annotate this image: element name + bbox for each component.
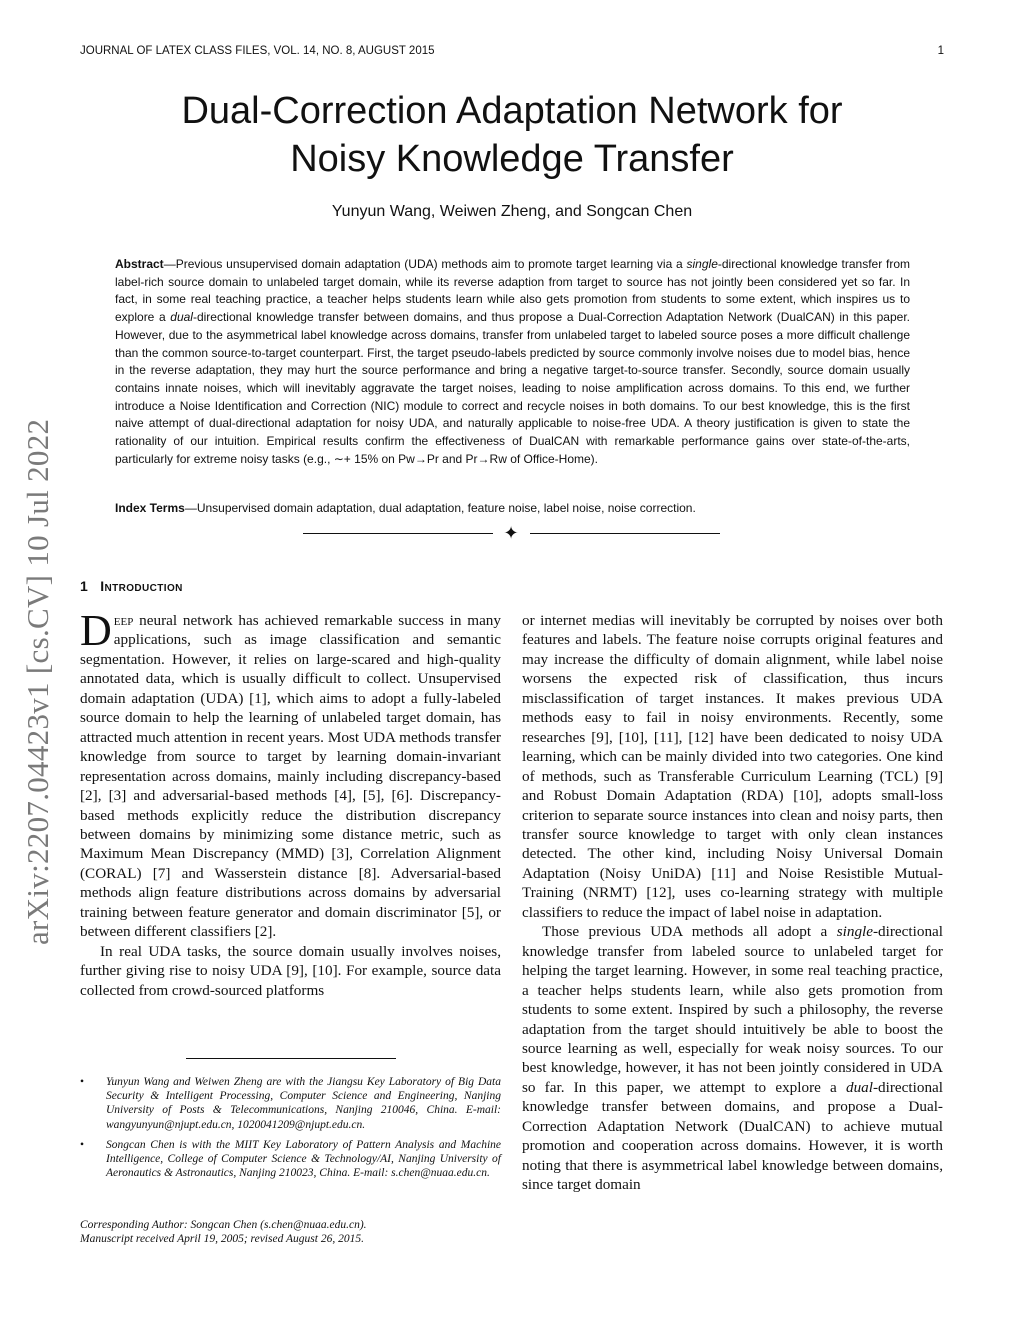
footnote-rule	[186, 1058, 396, 1059]
abstract-label: Abstract	[115, 257, 164, 271]
separator-star-icon: ✦	[503, 523, 519, 543]
page-number: 1	[937, 45, 944, 57]
paragraph-text: neural network has achieved remarkable success in many applications, such as image classification and semantic segmentation. However, it relies on large-scared and high-quality annotated data, which is usually difficult to collect. Unsupervised domain adaptation (UDA) [1], which aims to adopt a fully-labeled source domain to help the learning of unlabeled target domain, has attracted much attention in recent years. Most UDA methods transfer knowledge from source to target by learning domain-invariant representation across domains, mainly including discrepancy-based [2], [3] and adversarial-based methods [4], [5], [6]. Discrepancy-based methods explicitly reduce the distribution discrepancy between domains by minimizing some distance metric, such as Maximum Mean Discrepancy (MMD) [3], Correlation Alignment (CORAL) [7] and Wasserstein distance [8]. Adversarial-based methods align feature distributions across domains by adversarial training between feature generator and domain discriminator [5], or between different classifiers [2].	[80, 612, 501, 941]
manuscript-notes	[80, 1218, 501, 1246]
index-terms-label: Index Terms	[115, 501, 185, 515]
abstract-text-2: -directional knowledge transfer from label-rich source domain to unlabeled target domain, while its reverse adaption from target to source has not jointly been considered yet so far. In fact, in some real teaching practice, a teacher helps students learn while also gets promotion from students to some extent, which inspires us to explore a	[115, 257, 910, 325]
paragraph: In real UDA tasks, the source domain usually involves noises, further giving rise to noisy UDA [9], [10]. For example, source data collected from crowd-sourced platforms	[80, 942, 501, 999]
manuscript-dates: Manuscript received April 19, 2005; revised August 26, 2015.	[80, 1233, 364, 1246]
index-terms	[115, 500, 910, 516]
author-list: Yunyun Wang, Weiwen Zheng, and Songcan Chen	[331, 203, 693, 220]
section-title: Introduction	[100, 578, 183, 594]
footnotes	[80, 1075, 501, 1186]
abstract-emphasis-single: single	[686, 257, 718, 271]
paragraph: or internet medias will inevitably be corrupted by noises over both features and labels. The feature noise corrupts original features and may increase the difficulty of domain alignment, while label noise worsens the expected risk of classification, thus incurs misclassification of target instances. It makes previous UDA methods easy to fail in noisy environments. Recently, some researches [9], [10], [11], [12] have been dedicated to noisy UDA learning, which can be mainly divided into two categories. One kind of methods, such as Transferable Curriculum Learning (TCL) [9] and Robust Domain Adaptation (RDA) [10], adopts small-loss criterion to separate source instances into clean and noisy parts, then transfer source knowledge to target with only clean instances detected. The other kind, including Noisy Universal Domain Adaptation (Noisy UniDA) [11] and Noise Resistible Mutual-Training (NRMT) [12], uses co-learning strategy with multiple classifiers to reduce the impact of label noise in adaptation.	[522, 612, 943, 921]
index-terms-text: Unsupervised domain adaptation, dual adaptation, feature noise, label noise, noise correction.	[196, 501, 696, 515]
emphasis-dual: dual	[845, 1078, 873, 1096]
drop-cap: D	[80, 606, 112, 655]
paper-title	[0, 87, 1024, 183]
abstract	[115, 256, 910, 468]
abstract-dash: —	[163, 257, 176, 271]
section-heading	[80, 578, 183, 594]
footnote-affiliation	[80, 1138, 501, 1181]
separator-rule-right	[530, 533, 720, 534]
footnote-text: Songcan Chen is with the MIIT Key Laboratory of Pattern Analysis and Machine Intelligence, College of Computer Science & Technology/AI, Nanjing University of Aeronautics & Astronautics, Nanjing 210023, China. E-mail: s.chen@nuaa.edu.cn.	[106, 1138, 501, 1180]
body-column-left	[80, 606, 501, 1000]
index-terms-dash: —	[184, 501, 197, 515]
paragraph-text: Those previous UDA methods all adopt a	[542, 923, 837, 941]
bullet-icon: •	[80, 1138, 85, 1151]
bullet-icon: •	[80, 1076, 85, 1088]
paragraph	[522, 922, 943, 1194]
journal-header: JOURNAL OF LATEX CLASS FILES, VOL. 14, NO. 8, AUGUST 2015	[80, 45, 435, 57]
lead-in-smallcaps: eep	[113, 612, 134, 629]
abstract-emphasis-dual: dual	[170, 310, 193, 325]
arxiv-identifier: arXiv:2207.04423v1 [cs.CV] 10 Jul 2022	[20, 418, 55, 945]
paragraph	[80, 606, 501, 942]
section-number: 1	[80, 578, 89, 594]
running-header	[80, 45, 944, 57]
emphasis-single: single	[836, 923, 873, 941]
abstract-text-1: Previous unsupervised domain adaptation (UDA) methods aim to promote target learning via a	[175, 257, 687, 271]
separator-rule-left	[303, 533, 493, 534]
corresponding-author: Corresponding Author: Songcan Chen (s.chen@nuaa.edu.cn).	[80, 1219, 367, 1231]
title-line-1: Dual-Correction Adaptation Network for	[181, 90, 843, 132]
paragraph-text: -directional knowledge transfer from labeled source to unlabeled target for helping the target learning. However, in some real teaching practice, a teacher helps students learn, while also gets promotion from students to some extent. Inspired by such a philosophy, the reverse adaptation from the target should intuitively be able to boost the source learning as well, especially for weak noisy sources. To our best knowledge, however, it has not been jointly considered in UDA so far. In this paper, we attempt to explore a	[522, 923, 943, 1096]
paragraph-text: -directional knowledge transfer between domains, and propose a Dual-Correction Adaptation Network (DualCAN) to achieve mutual promotion and cooperation across domains. However, it is worth noting that there is asymmetrical label knowledge between domains, since target domain	[522, 1078, 943, 1194]
body-column-right	[522, 611, 943, 1195]
footnote-affiliation	[80, 1075, 501, 1132]
title-line-2: Noisy Knowledge Transfer	[290, 138, 734, 180]
footnote-text: Yunyun Wang and Weiwen Zheng are with the Jiangsu Key Laboratory of Big Data Security & Intelligent Processing, Computer Science and Engineering, Nanjing University of Posts & Telecommunications, Nanjing 210046, China. E-mail: wangyunyun@njupt.edu.cn, 1020041209@njupt.edu.cn.	[106, 1076, 501, 1131]
abstract-text-3: -directional knowledge transfer between domains, and thus propose a Dual-Correction Adaptation Network (DualCAN) in this paper. However, due to the asymmetrical label knowledge across domains, transfer from unlabeled target to labeled source poses a more difficult challenge than the common source-to-target counterpart. First, the target pseudo-labels predicted by source commonly involve noises due to model bias, hence in the reverse adaptation, they may hurt the source performance and bring a negative target-to-source transfer. Secondly, source domain usually contains innate noises, which will inevitably aggravate the target noises, leading to noise amplification across domains. To this end, we further introduce a Noise Identification and Correction (NIC) module to correct and recycle noises in both domains. To our best knowledge, this is the first naive attempt of dual-directional adaptation for noisy UDA, and naturally applicable to noise-free UDA. A theory justification is given to state the rationality of our intuition. Empirical results confirm the effectiveness of DualCAN with remarkable performance gains over state-of-the-arts, particularly for extreme noisy tasks (e.g., ∼+ 15% on Pw→Pr and Pr→Rw of Office-Home).	[115, 310, 910, 466]
